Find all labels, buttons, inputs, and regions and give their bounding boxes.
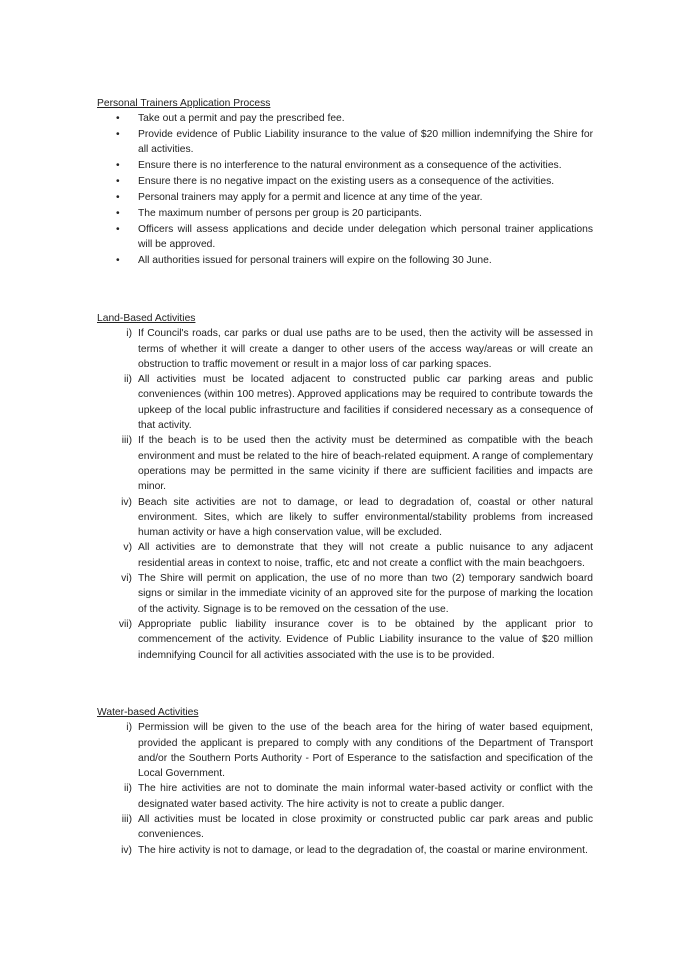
water-based-item-text: The hire activity is not to damage, or lead to the degradation of, the coastal or marine environment.: [138, 844, 588, 856]
land-based-item: [97, 540, 593, 571]
land-based-item: [97, 326, 593, 372]
personal-trainers-item: [97, 174, 593, 189]
personal-trainers-item-text: All authorities issued for personal trainers will expire on the following 30 June.: [138, 255, 492, 267]
water-based-item: [97, 720, 593, 781]
personal-trainers-item: [97, 111, 593, 126]
water-based-item-text: The hire activities are not to dominate the main informal water-based activity or conflict with the designated water based activity. The hire activity is not to create a public danger.: [138, 783, 593, 810]
water-based-item-text: Permission will be given to the use of the beach area for the hiring of water based equipment, provided the applicant is prepared to comply with any conditions of the Department of Transport and/or the Southern Ports Authority - Port of Esperance to the satisfaction and specification of the Local Government.: [138, 722, 593, 780]
water-based-list: [97, 720, 593, 858]
personal-trainers-list: [97, 111, 593, 268]
land-based-item-number: i): [126, 328, 132, 340]
water-based-item-number: i): [126, 722, 132, 734]
land-based-item-text: If Council's roads, car parks or dual use paths are to be used, then the activity will be assessed in terms of whether it will create a danger to other users of the access way/areas or will create an obstruction to traffic movement or result in a major loss of car parking spaces.: [138, 328, 593, 370]
land-based-item: [97, 433, 593, 494]
bullet-icon: •: [116, 192, 120, 204]
land-based-heading: Land-Based Activities: [97, 313, 196, 324]
personal-trainers-item-text: Officers will assess applications and decide under delegation which personal trainer applications will be approved.: [138, 223, 593, 251]
water-based-item: [97, 843, 593, 858]
land-based-item: [97, 372, 593, 433]
land-based-list: [97, 326, 593, 663]
land-based-item-number: iii): [121, 435, 132, 447]
bullet-icon: •: [116, 208, 120, 220]
land-based-item: [97, 617, 593, 663]
water-based-item-text: All activities must be located in close proximity or constructed public car park areas and public conveniences.: [138, 814, 593, 841]
water-based-item-number: iv): [121, 844, 132, 856]
land-based-item-number: iv): [121, 496, 132, 508]
personal-trainers-item: [97, 206, 593, 221]
land-based-item-text: Beach site activities are not to damage, or lead to degradation of, coastal or other natural environment. Sites, which are likely to suffer environmental/stability problems from increased human activity or have a high conservation value, will be excluded.: [138, 496, 593, 539]
bullet-icon: •: [116, 176, 120, 188]
water-based-section: [97, 705, 593, 858]
water-based-item: [97, 812, 593, 843]
bullet-icon: •: [116, 255, 120, 267]
land-based-section: [97, 311, 593, 663]
personal-trainers-item-text: Ensure there is no interference to the natural environment as a consequence of the activities.: [138, 160, 562, 172]
water-based-item-number: iii): [121, 814, 132, 826]
water-based-item-number: ii): [123, 783, 132, 795]
bullet-icon: •: [116, 129, 120, 141]
water-based-item: [97, 781, 593, 812]
bullet-icon: •: [116, 223, 120, 235]
personal-trainers-item: [97, 158, 593, 173]
personal-trainers-item-text: Provide evidence of Public Liability insurance to the value of $20 million indemnifying the Shire for all activities.: [138, 129, 593, 156]
land-based-item-number: vi): [121, 573, 132, 585]
bullet-icon: •: [116, 160, 120, 172]
water-based-heading: Water-based Activities: [97, 707, 199, 718]
personal-trainers-item-text: Take out a permit and pay the prescribed fee.: [138, 113, 345, 125]
land-based-item-number: v): [123, 542, 132, 554]
land-based-item: [97, 495, 593, 541]
bullet-icon: •: [116, 113, 120, 125]
personal-trainers-heading: Personal Trainers Application Process: [97, 98, 271, 109]
land-based-item: [97, 571, 593, 617]
land-based-item-number: vii): [118, 618, 132, 630]
personal-trainers-item: [97, 222, 593, 253]
land-based-item-text: If the beach is to be used then the activity must be determined as compatible with the beach environment and must be related to the hire of beach-related equipment. A range of complementary operations may be permitted in the same vicinity if there are sufficient facilities and impacts are minor.: [138, 435, 593, 493]
land-based-item-number: ii): [123, 374, 132, 386]
personal-trainers-item: [97, 253, 593, 268]
personal-trainers-item-text: Ensure there is no negative impact on the existing users as a consequence of the activities.: [138, 176, 555, 188]
land-based-item-text: Appropriate public liability insurance cover is to be obtained by the applicant prior to commencement of the activity. Evidence of Public Liability insurance to the value of $20 million indemnifying Council for all activities associated with the use is to be provided.: [138, 618, 593, 661]
land-based-item-text: All activities must be located adjacent to constructed public car parking areas and public conveniences (within 100 metres). Approved applications may be required to contribute towards the upkeep of the local public infrastructure and facilities if considered necessary as a consequence of that activity.: [138, 374, 593, 432]
personal-trainers-section: [97, 96, 593, 269]
land-based-item-text: All activities are to demonstrate that they will not create a public nuisance to any adjacent residential areas in context to noise, traffic, etc and not create a conflict with the main beachgoers.: [138, 542, 593, 569]
land-based-item-text: The Shire will permit on application, the use of no more than two (2) temporary sandwich board signs or similar in the immediate vicinity of an approved site for the purpose of marking the location of the activity. Signage is to be removed on the cessation of the use.: [138, 573, 593, 615]
personal-trainers-item: [97, 190, 593, 205]
personal-trainers-item-text: The maximum number of persons per group is 20 participants.: [138, 208, 422, 220]
personal-trainers-item-text: Personal trainers may apply for a permit and licence at any time of the year.: [138, 192, 483, 204]
personal-trainers-item: [97, 127, 593, 158]
